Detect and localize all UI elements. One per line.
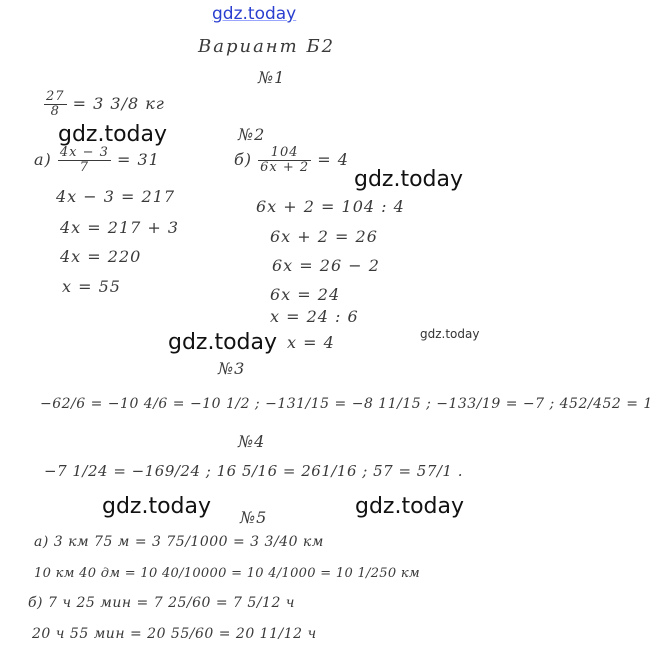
watermark-bottom-right: gdz.today	[355, 494, 465, 519]
task5-label: №5	[240, 508, 268, 527]
task4-line: −7 1/24 = −169/24 ; 16 5/16 = 261/16 ; 57 = 57/1 .	[44, 462, 464, 480]
task5-line-b: б) 7 ч 25 мин = 7 25/60 = 7 5/12 ч	[28, 595, 296, 611]
watermark-top: gdz.today	[212, 4, 297, 24]
task1-line1: $\frac{27}{8}$ = 3 3/8 кг	[46, 89, 165, 119]
watermark-center: gdz.today	[168, 330, 278, 355]
task1-step2: 4x = 217 + 3	[60, 218, 180, 237]
watermark-left: gdz.today	[58, 122, 168, 147]
variant-title: Вариант Б2	[198, 36, 336, 57]
task2-step4: 6x = 24	[270, 285, 341, 304]
task1-step4: x = 55	[62, 277, 121, 296]
watermark-right: gdz.today	[354, 167, 464, 192]
task4-label: №4	[238, 432, 266, 451]
task1-step1: 4x − 3 = 217	[56, 187, 176, 206]
fraction: $\frac{4x - 3}{7}$	[59, 145, 109, 175]
task2-step5: x = 24 : 6	[270, 307, 359, 326]
task2-step6: x = 4	[287, 333, 335, 352]
task5-line-a2: 10 км 40 дм = 10 40/10000 = 10 4/1000 = 10 1/250 км	[34, 566, 420, 581]
task3-line: −62/6 = −10 4/6 = −10 1/2 ; −131/15 = −8 11/15 ; −133/19 = −7 ; 452/452 = 1	[40, 396, 653, 412]
fraction: $\frac{104}{6x + 2}$	[260, 145, 310, 175]
task2-step1: 6x + 2 = 104 : 4	[256, 197, 405, 216]
task5-line-b2: 20 ч 55 мин = 20 55/60 = 20 11/12 ч	[32, 626, 317, 642]
task1-equation: а) $\frac{4x - 3}{7}$ = 31	[34, 145, 160, 175]
fraction: $\frac{27}{8}$	[46, 89, 65, 119]
task2-step3: 6x = 26 − 2	[272, 256, 380, 275]
watermark-small-right: gdz.today	[420, 327, 480, 341]
task5-line-a: а) 3 км 75 м = 3 75/1000 = 3 3/40 км	[34, 534, 324, 550]
task2-equation: б) $\frac{104}{6x + 2}$ = 4	[234, 145, 349, 175]
task3-label: №3	[218, 359, 246, 378]
task2-step2: 6x + 2 = 26	[270, 227, 378, 246]
watermark-bottom-left: gdz.today	[102, 494, 212, 519]
task1-label: №1	[258, 68, 286, 87]
task1-step3: 4x = 220	[60, 247, 142, 266]
task2-label: №2	[238, 125, 266, 144]
